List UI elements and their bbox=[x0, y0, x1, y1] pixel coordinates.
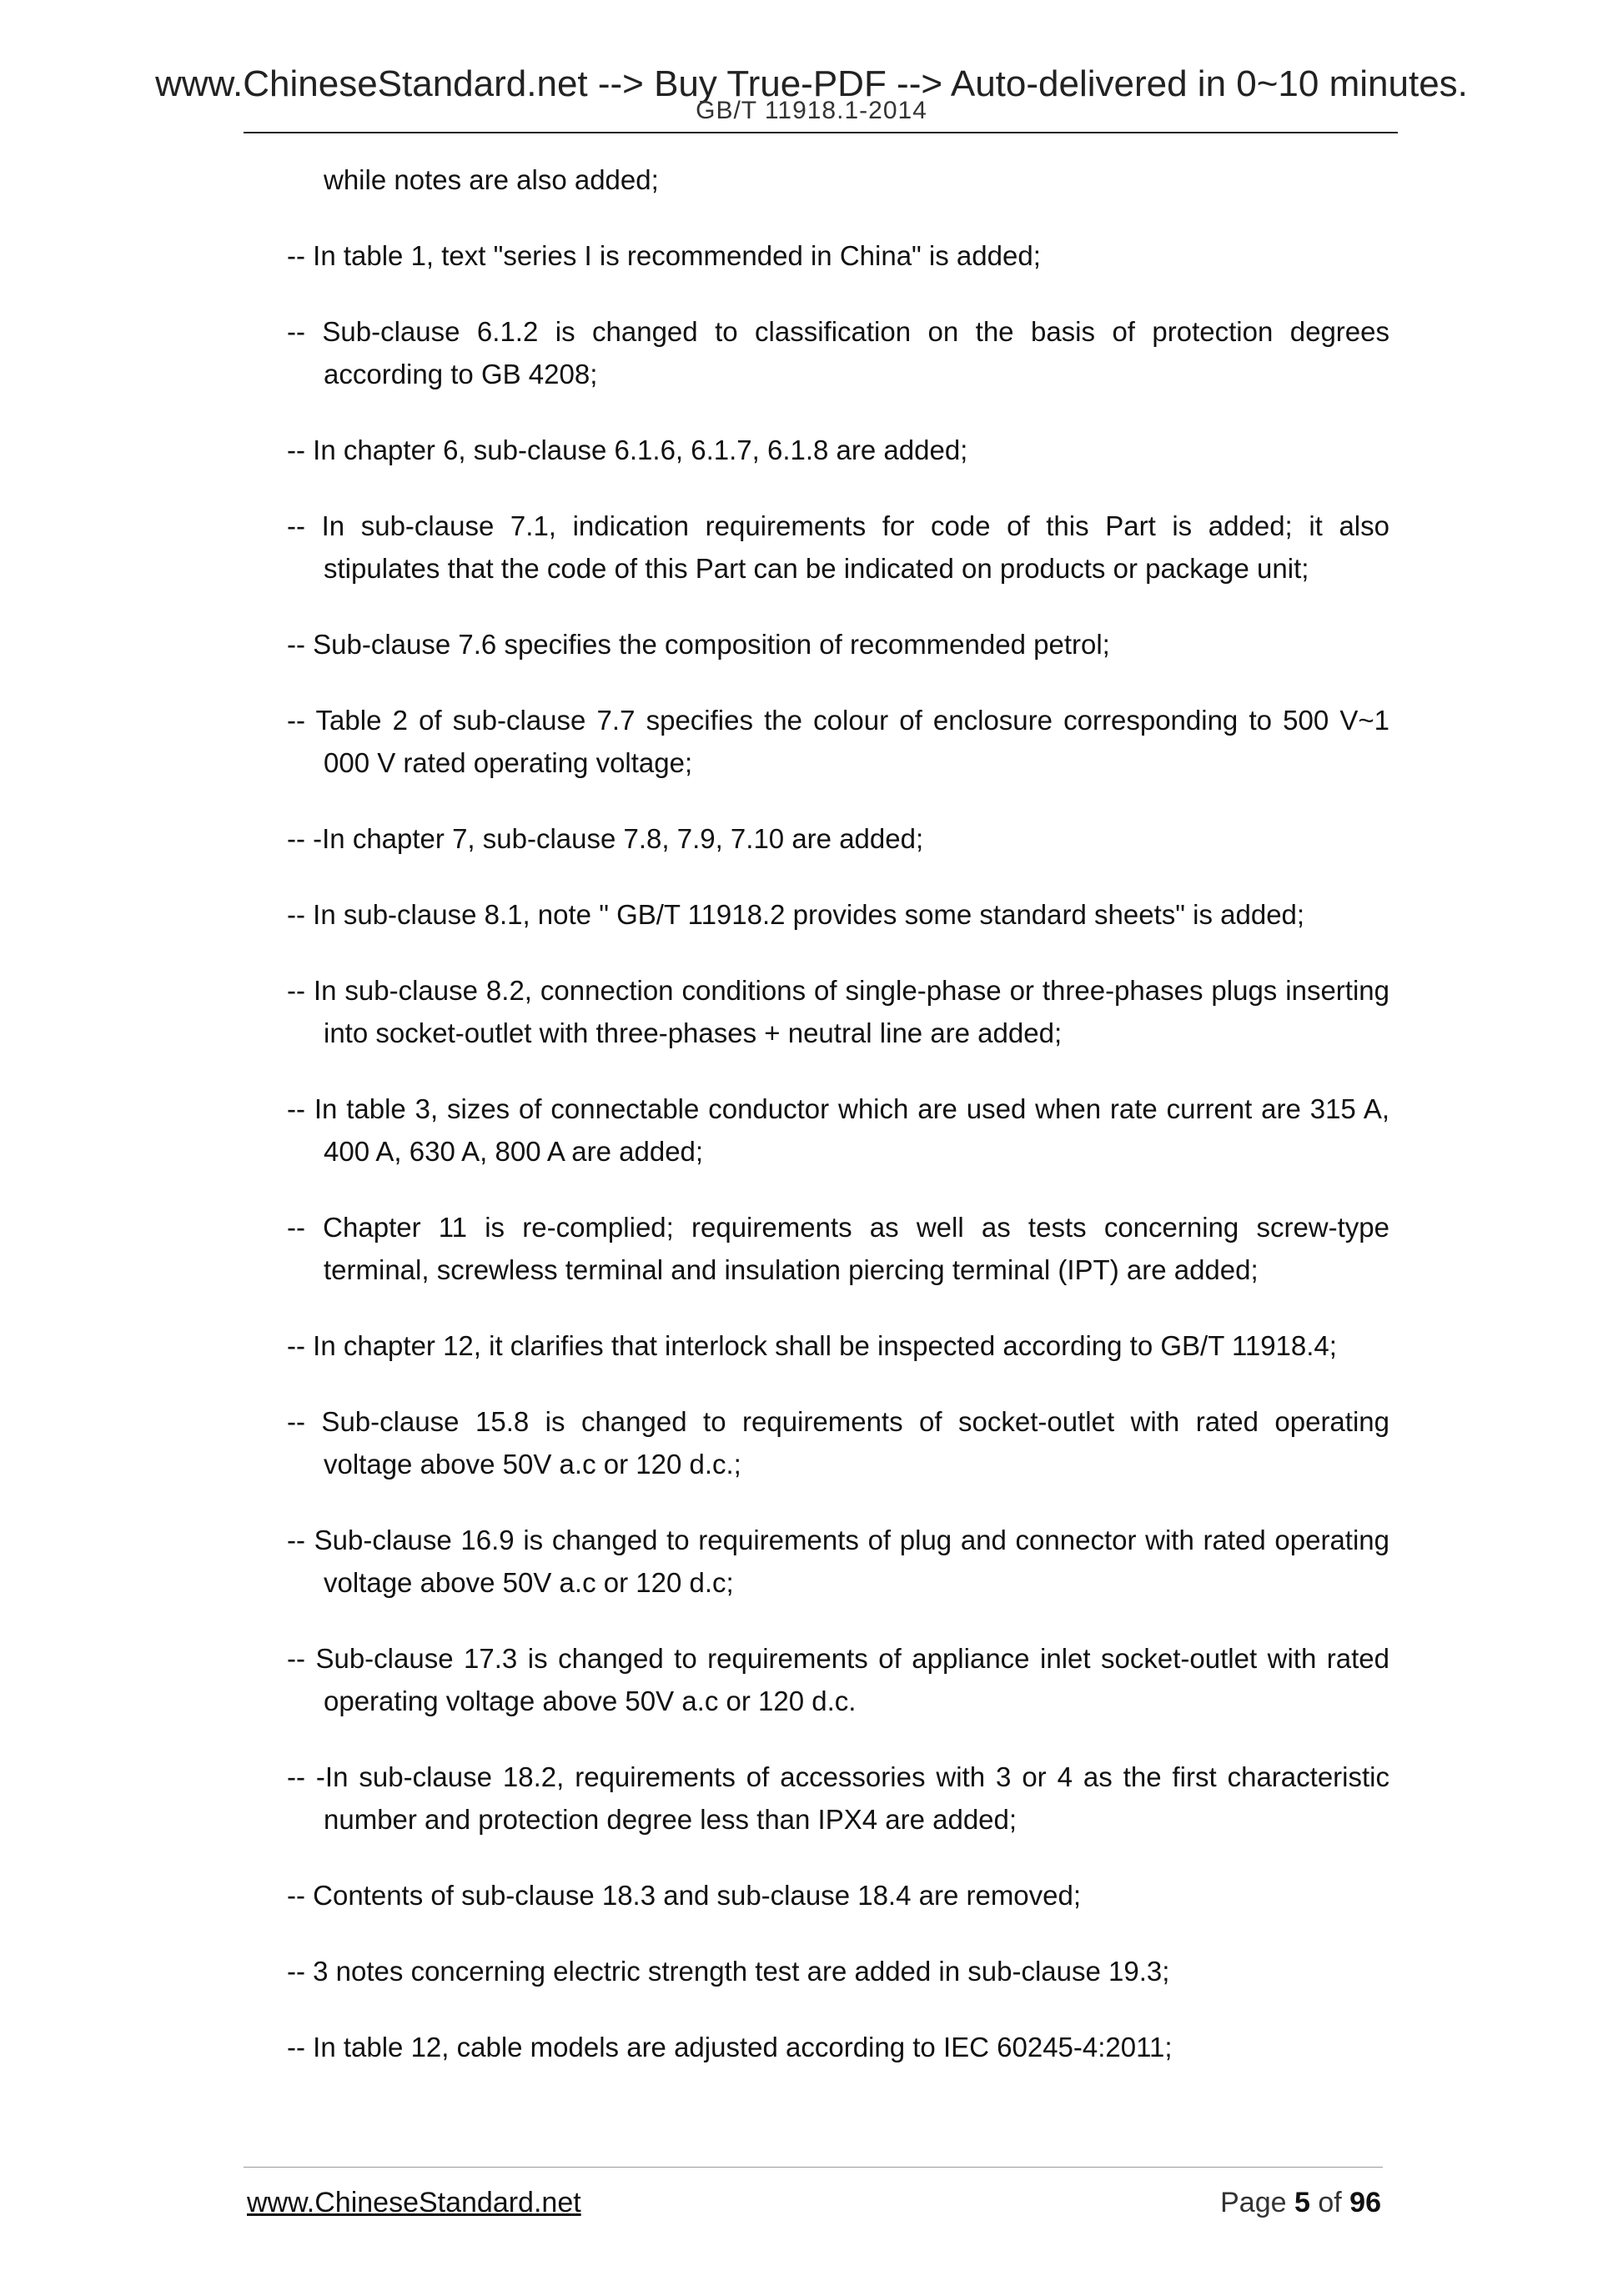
list-item: -- In table 1, text "series I is recommended in China" is added; bbox=[287, 240, 1041, 271]
list-item: -- -In sub-clause 18.2, requirements of accessories with 3 or 4 as the first characteristic number and protection degree less than IPX4 are added; bbox=[287, 1761, 1389, 1835]
footer-site-link[interactable]: www.ChineseStandard.net bbox=[247, 2187, 581, 2218]
page-prefix: Page bbox=[1220, 2187, 1287, 2218]
page-total: 96 bbox=[1349, 2187, 1381, 2218]
standard-code: GB/T 11918.1-2014 bbox=[696, 97, 927, 124]
list-item: -- Sub-clause 17.3 is changed to requirements of appliance inlet socket-outlet with rated operating voltage above 50V a.c or 120 d.c. bbox=[287, 1643, 1389, 1716]
list-item: -- Contents of sub-clause 18.3 and sub-clause 18.4 are removed; bbox=[287, 1880, 1082, 1911]
list-item: -- Sub-clause 16.9 is changed to requirements of plug and connector with rated operating voltage above 50V a.c or 120 d.c; bbox=[287, 1525, 1389, 1598]
page-indicator bbox=[1220, 2187, 1381, 2219]
list-item: -- In sub-clause 7.1, indication requirements for code of this Part is added; it also stipulates that the code of this Part can be indicated on products or package unit; bbox=[287, 510, 1389, 584]
site-banner: www.ChineseStandard.net --> Buy True-PDF --> Auto-delivered in 0~10 minutes. bbox=[155, 63, 1468, 104]
list-item: -- -In chapter 7, sub-clause 7.8, 7.9, 7.10 are added; bbox=[287, 823, 924, 854]
list-item: -- In sub-clause 8.1, note " GB/T 11918.2 provides some standard sheets" is added; bbox=[287, 899, 1305, 930]
page-of: of bbox=[1318, 2187, 1342, 2218]
header-divider bbox=[244, 132, 1398, 133]
continuation-text: while notes are also added; bbox=[324, 164, 659, 195]
list-item: -- Sub-clause 7.6 specifies the composition of recommended petrol; bbox=[287, 629, 1110, 660]
list-item: -- 3 notes concerning electric strength test are added in sub-clause 19.3; bbox=[287, 1956, 1170, 1987]
page-current: 5 bbox=[1294, 2187, 1310, 2218]
list-item: -- In table 3, sizes of connectable conductor which are used when rate current are 315 A, 400 A, 630 A, 800 A are added; bbox=[287, 1093, 1389, 1167]
list-item: -- Table 2 of sub-clause 7.7 specifies the colour of enclosure corresponding to 500 V~1 000 V rated operating voltage; bbox=[287, 705, 1389, 778]
list-item: -- Chapter 11 is re-complied; requirements as well as tests concerning screw-type terminal, screwless terminal and insulation piercing terminal (IPT) are added; bbox=[287, 1212, 1389, 1285]
footer-divider bbox=[244, 2167, 1383, 2168]
list-item: -- In chapter 6, sub-clause 6.1.6, 6.1.7, 6.1.8 are added; bbox=[287, 435, 968, 465]
list-item: -- Sub-clause 15.8 is changed to requirements of socket-outlet with rated operating voltage above 50V a.c or 120 d.c.; bbox=[287, 1406, 1389, 1480]
list-item: -- In table 12, cable models are adjusted according to IEC 60245-4:2011; bbox=[287, 2032, 1173, 2062]
list-item: -- Sub-clause 6.1.2 is changed to classification on the basis of protection degrees according to GB 4208; bbox=[287, 316, 1389, 389]
list-item: -- In sub-clause 8.2, connection conditions of single-phase or three-phases plugs inserting into socket-outlet with three-phases + neutral line are added; bbox=[287, 975, 1389, 1048]
document-body bbox=[287, 158, 1389, 2102]
list-item: -- In chapter 12, it clarifies that interlock shall be inspected according to GB/T 11918.4; bbox=[287, 1330, 1337, 1361]
